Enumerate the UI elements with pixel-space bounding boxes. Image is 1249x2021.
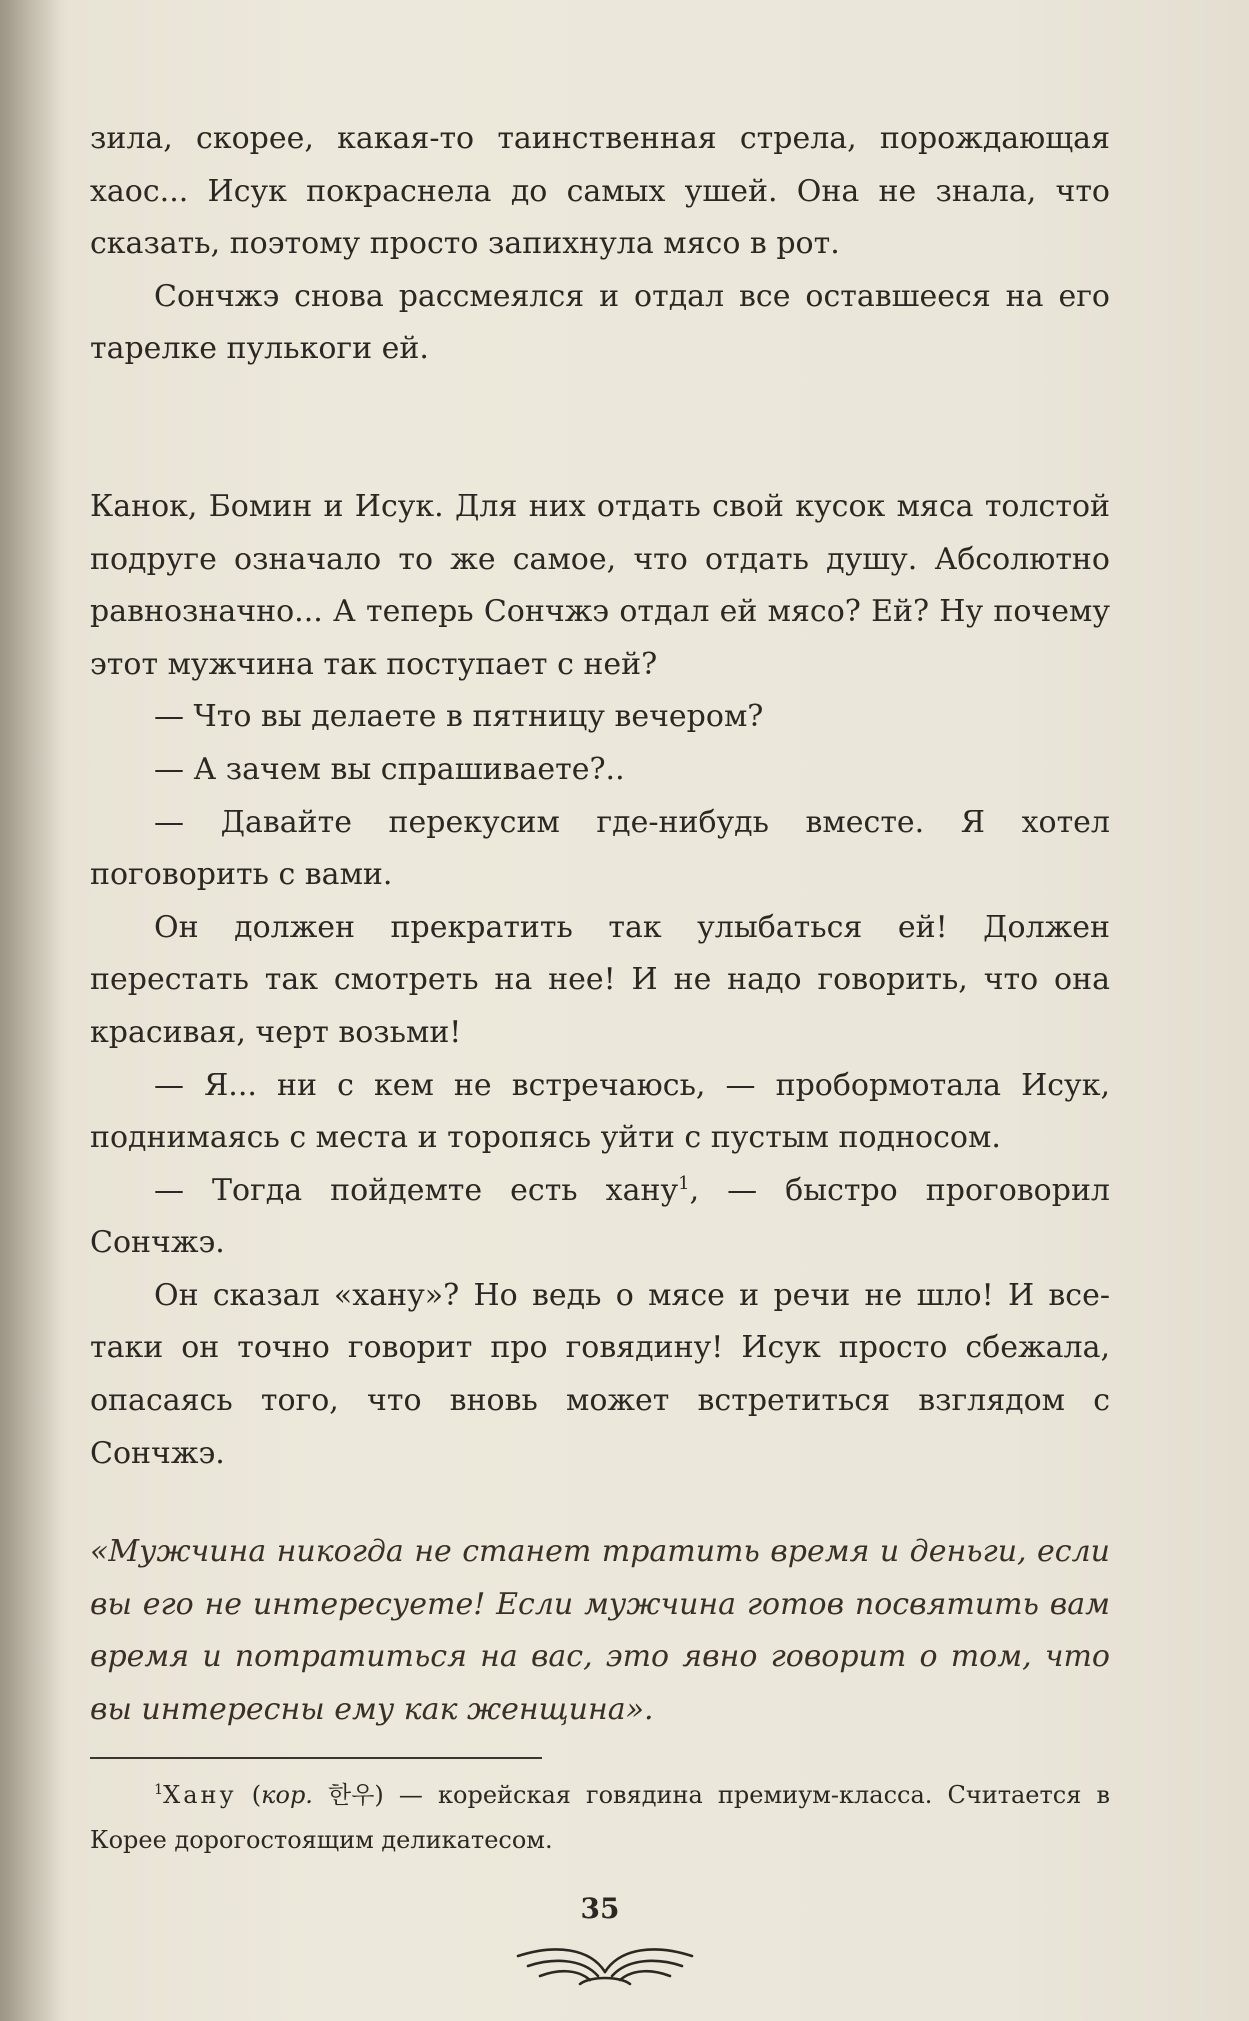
- dialogue-5-after: , — быстро проговорил Сончжэ.: [90, 1172, 1110, 1261]
- paragraph-4: Он должен прекратить так улыбаться ей! Должен перестать так смотреть на нее! И не надо говорить, что она красивая, черт возьми!: [90, 909, 1110, 1050]
- footnote-korean: 한우: [328, 1781, 375, 1809]
- dialogue-3: — Давайте перекусим где-нибудь вместе. Я хотел поговорить с вами.: [90, 804, 1110, 893]
- quote-spacer: [90, 1480, 1110, 1526]
- dialogue-2: — А зачем вы спрашиваете?..: [154, 751, 625, 787]
- dialogue-4: — Я... ни с кем не встречаюсь, — пробормотала Исук, поднимаясь с места и торопясь уйти с пустым подносом.: [90, 1067, 1110, 1156]
- dialogue-5: [90, 1165, 1110, 1270]
- main-text: [90, 113, 1110, 1737]
- paragraph-3: Канок, Бомин и Исук. Для них отдать свой кусок мяса толстой подруге означало то же самое, что отдать душу. Абсолютно равнозначно... А теперь Сончжэ отдал ей мясо? Ей? Ну почему этот мужчина так поступает с ней?: [90, 488, 1110, 682]
- paragraph-2: Сончжэ снова рассмеялся и отдал все оставшееся на его тарелке пулькоги ей.: [90, 278, 1110, 367]
- italic-quote: «Мужчина никогда не станет тратить время и деньги, если вы его не интересуете! Если мужчина готов посвятить вам время и потратиться на вас, это явно говорит о том, что вы интересны ему как женщина».: [90, 1534, 1110, 1728]
- footnote-divider: [90, 1757, 542, 1759]
- footnote-abbreviation: кор.: [261, 1781, 313, 1809]
- page-number: 35: [580, 1892, 620, 1925]
- footnote-term: Хану: [163, 1781, 237, 1809]
- footnote-text: — корейская говядина премиум-класса. Считается в Корее дорогостоящим деликатесом.: [90, 1781, 1110, 1854]
- dialogue-5-before: — Тогда пойдемте есть хану: [154, 1172, 679, 1208]
- paragraph-5: Он сказал «хану»? Но ведь о мясе и речи не шло! И все-таки он точно говорит про говядину! Исук просто сбежала, опасаясь того, что вновь может встретиться взглядом с Сончжэ.: [90, 1277, 1110, 1471]
- dialogue-1: — Что вы делаете в пятницу вечером?: [154, 699, 764, 735]
- footnote: $^1$Хану (кор. 한우) — корейская говядина премиум-класса. Считается в Корее дорогостоящим деликатесом.: [90, 1781, 1110, 1854]
- paragraph-1: зила, скорее, какая-то таинственная стрела, порождающая хаос... Исук покраснела до самых ушей. Она не знала, что сказать, поэтому просто запихнула мясо в рот.: [90, 121, 1110, 262]
- wave-ornament-icon: [510, 1926, 700, 1988]
- section-break: [90, 376, 1110, 481]
- spine-shadow: [0, 0, 60, 2021]
- footnote-mark: 1: [154, 1782, 164, 1798]
- footnote-reference[interactable]: 1: [678, 1172, 690, 1194]
